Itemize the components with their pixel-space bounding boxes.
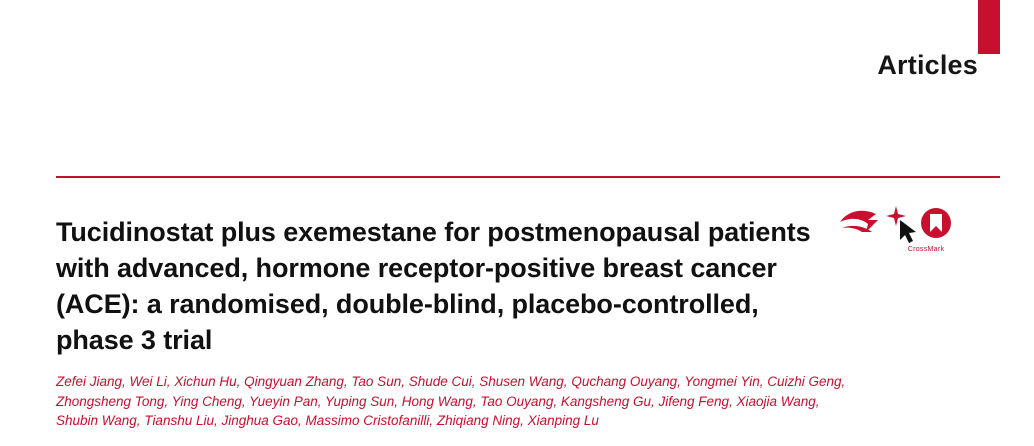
author-list: Zefei Jiang, Wei Li, Xichun Hu, Qingyuan Zhang, Tao Sun, Shude Cui, Shusen Wang, Quchang Ouyang, Yongmei Yin, Cuizhi Geng, Zhongsheng Tong, Ying Cheng, Yueyin Pan, Yuping Sun, Hong Wang, Tao Ouyang, Kangsheng Gu, Jifeng Feng, Xiaojia Wang, Shubin Wang, Tianshu Liu, Jinghua Gao, Massimo Cristofanilli, Zhiqiang Ning, Xianping Lu	[56, 374, 846, 428]
crossmark-mark-icon	[838, 202, 958, 250]
header-divider	[56, 176, 1000, 178]
corner-accent-bar	[978, 0, 1000, 54]
crossmark-label: CrossMark	[907, 246, 945, 253]
running-head: Articles	[877, 50, 978, 80]
article-title: Tucidinostat plus exemestane for postmenopausal patients with advanced, hormone receptor-positive breast cancer (ACE): a randomised, double-blind, placebo-controlled, phase 3 trial	[56, 217, 811, 356]
crossmark-logo[interactable]	[838, 202, 958, 260]
